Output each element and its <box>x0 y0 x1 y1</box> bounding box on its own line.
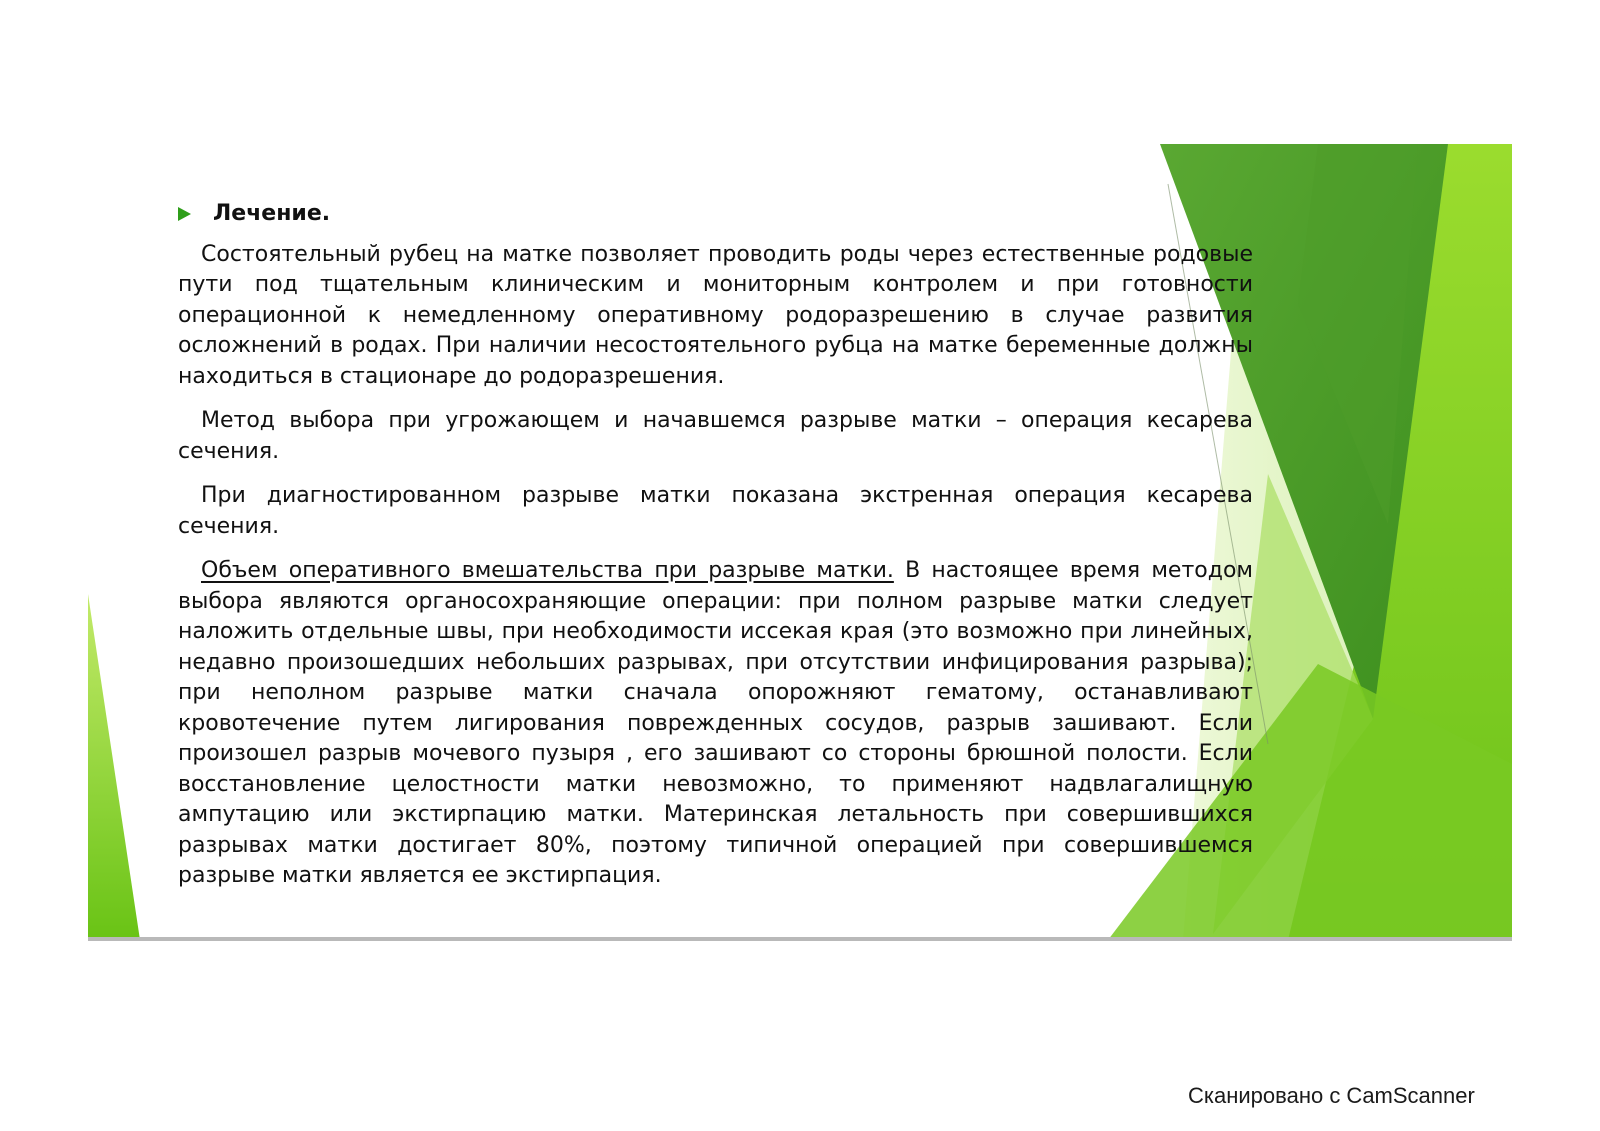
presentation-slide <box>88 144 1512 940</box>
paragraph-2: Метод выбора при угрожающем и начавшемся разрыве матки – операция кесарева сечения. <box>178 408 1253 464</box>
heading-text: Лечение. <box>213 201 331 226</box>
camscanner-watermark: Сканировано с CamScanner <box>1188 1083 1475 1108</box>
slide-bottom-border <box>88 937 1512 941</box>
left-green-sliver <box>88 594 140 940</box>
slide-content <box>178 199 1253 906</box>
paragraph-1: Состоятельный рубец на матке позволяет проводить роды через естественные родовые пути под тщательным клиническим и мониторным контролем и при готовности операционной к немедленному оперативному родоразрешению в случае развития осложнений в родах. При наличии несостоятельного рубца на матке беременные должны находиться в стационаре до родоразрешения. <box>178 241 1253 389</box>
paragraph-4 <box>178 556 1253 892</box>
triangle-bullet-icon <box>178 207 191 221</box>
paragraph-3: При диагностированном разрыве матки показана экстренная операция кесарева сечения. <box>178 483 1253 539</box>
underlined-title: Объем оперативного вмешательства при разрыве матки. <box>201 558 894 583</box>
paragraph-4-text: В настоящее время методом выбора являются органосохраняющие операции: при полном разрыве матки следует наложить отдельные швы, при необходимости иссекая края (это возможно при линейных, недавно произошедших небольших разрывах, при отсутствии инфицирования разрыва); при неполном разрыве матки сначала опорожняют гематому, останавливают кровотечение путем лигирования поврежденных сосудов, разрыв зашивают. Если произошел разрыв мочевого пузыря , его зашивают со стороны брюшной полости. Если восстановление целостности матки невозможно, то применяют надвлагалищную ампутацию или экстирпацию матки. Материнская летальность при совершившихся разрывах матки достигает 80%, поэтому типичной операцией при совершившемся разрыве матки является ее экстирпация. <box>178 558 1253 888</box>
heading <box>178 199 1253 230</box>
